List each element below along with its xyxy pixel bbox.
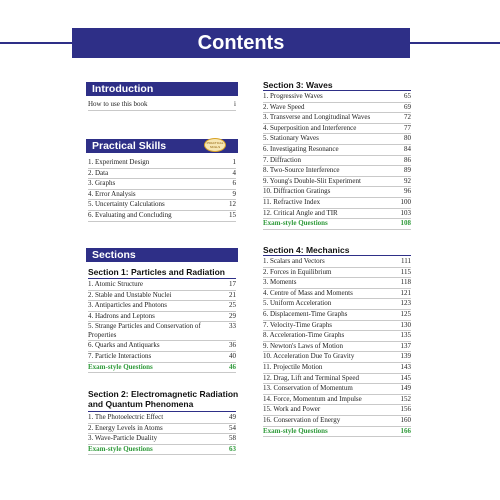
toc-row-label: 7. Velocity-Time Graphs [263,320,333,329]
toc-row [263,92,411,103]
toc-row-page: 12 [229,200,236,209]
practical-skills-heading: Practical Skills [86,139,238,153]
toc-row-label: 6. Investigating Resonance [263,144,339,153]
toc-row-page: 135 [400,331,411,340]
toc-row-page: 58 [229,434,236,443]
toc-row-page: 125 [400,309,411,318]
toc-row-page: 92 [404,176,411,185]
toc-row-page: 86 [404,155,411,164]
toc-row-page: 33 [229,322,236,331]
toc-row-label: 7. Particle Interactions [88,351,152,360]
toc-row-label: 2. Wave Speed [263,102,305,111]
toc-row-label: 1. Scalars and Vectors [263,257,325,265]
toc-row-page: 121 [400,288,411,297]
toc-row-page: 152 [400,394,411,403]
toc-row-label: Exam-style Questions [263,219,328,228]
toc-row [88,200,236,211]
toc-row-page: 139 [400,352,411,361]
toc-row [88,211,236,222]
toc-row-label: 8. Acceleration-Time Graphs [263,331,345,340]
section3-list [263,92,411,230]
toc-row [263,405,411,416]
toc-row [88,291,236,302]
section1-list [88,280,236,373]
toc-row-label: 10. Diffraction Gratings [263,187,331,196]
toc-row [263,209,411,220]
toc-row [88,158,236,169]
practical-skills-list [88,158,236,222]
toc-row [263,342,411,353]
toc-row-label: 5. Uniform Acceleration [263,299,332,308]
toc-row-label: Exam-style Questions [263,426,328,435]
toc-row-label: Exam-style Questions [88,444,153,453]
toc-row-label: 7. Diffraction [263,155,301,164]
toc-row-label: Exam-style Questions [88,362,153,371]
toc-row [263,321,411,332]
toc-row-page: 1 [232,158,236,166]
toc-row-page: 103 [400,208,411,217]
toc-row-page: 72 [404,113,411,122]
toc-row-page: i [234,100,236,108]
toc-row-label: How to use this book [88,100,148,108]
toc-row-label: 5. Strange Particles and Conservation of Properties [88,322,201,339]
toc-row-label: 2. Forces in Equilibrium [263,267,332,276]
toc-row [88,190,236,201]
toc-row [88,413,236,424]
toc-row [263,268,411,279]
section2-rule [88,411,236,412]
toc-row-page: 77 [404,123,411,132]
toc-row-label: 11. Refractive Index [263,197,321,206]
toc-row [263,310,411,321]
toc-row-page: 80 [404,134,411,143]
title-rule-left [0,42,72,44]
toc-row [88,434,236,445]
practical-skills-badge [204,138,226,152]
toc-row [263,187,411,198]
badge-text: PRACTICAL SKILLS [206,141,224,149]
toc-row-page: 21 [229,290,236,299]
section4-heading: Section 4: Mechanics [263,245,350,255]
toc-row [263,198,411,209]
toc-row-label: 6. Displacement-Time Graphs [263,309,348,318]
toc-row [263,278,411,289]
toc-row [263,363,411,374]
toc-row-label: 4. Error Analysis [88,189,136,198]
toc-row [263,134,411,145]
toc-row [263,177,411,188]
toc-row-page: 166 [400,426,411,435]
toc-row-page: 17 [229,280,236,288]
toc-row-page: 123 [400,299,411,308]
toc-row-page: 89 [404,166,411,175]
toc-row-label: 3. Graphs [88,179,116,188]
toc-row [88,100,236,111]
toc-row-label: 12. Drag, Lift and Terminal Speed [263,373,359,382]
toc-row-page: 149 [400,384,411,393]
toc-row [88,445,236,456]
toc-row-label: 9. Newton's Laws of Motion [263,341,344,350]
toc-row [263,395,411,406]
toc-row-label: 3. Antiparticles and Photons [88,301,167,310]
toc-row-page: 143 [400,362,411,371]
toc-row [263,299,411,310]
toc-row-page: 46 [229,362,236,371]
toc-row-label: 5. Uncertainty Calculations [88,200,165,209]
toc-row-label: 5. Stationary Waves [263,134,319,143]
toc-row-label: 16. Conservation of Energy [263,415,341,424]
toc-row-label: 6. Evaluating and Concluding [88,210,172,219]
toc-row [263,113,411,124]
toc-row [263,352,411,363]
toc-row [88,363,236,374]
toc-row-label: 6. Quarks and Antiquarks [88,341,160,350]
toc-row-page: 4 [232,168,236,177]
section3-heading: Section 3: Waves [263,80,333,90]
toc-row-page: 25 [229,301,236,310]
toc-row [263,219,411,230]
section1-rule [88,278,236,279]
toc-row-label: 1. Experiment Design [88,158,150,166]
toc-row [88,341,236,352]
toc-row [88,424,236,435]
toc-row-page: 63 [229,444,236,453]
toc-row [263,374,411,385]
section1-heading: Section 1: Particles and Radiation [88,267,225,277]
toc-row-page: 100 [400,197,411,206]
toc-row-label: 2. Data [88,168,109,177]
toc-row-label: 1. Atomic Structure [88,280,144,288]
section2-heading: Section 2: Electromagnetic Radiation and Quantum Phenomena [88,389,239,409]
toc-row-page: 40 [229,351,236,360]
toc-row-label: 2. Energy Levels in Atoms [88,423,163,432]
toc-row-label: 3. Moments [263,278,297,287]
toc-row-page: 15 [229,210,236,219]
toc-row-label: 1. Progressive Waves [263,92,323,100]
toc-row [263,331,411,342]
toc-row [263,289,411,300]
toc-row [263,384,411,395]
toc-row-page: 69 [404,102,411,111]
toc-row-label: 4. Superposition and Interference [263,123,357,132]
toc-row-label: 1. The Photoelectric Effect [88,413,164,421]
toc-row-label: 12. Critical Angle and TIR [263,208,338,217]
toc-row-label: 3. Wave-Particle Duality [88,434,158,443]
toc-row [263,166,411,177]
toc-row-label: 3. Transverse and Longitudinal Waves [263,113,371,122]
toc-row-label: 14. Force, Momentum and Impulse [263,394,362,403]
toc-row [88,169,236,180]
toc-row-page: 145 [400,373,411,382]
toc-row [88,352,236,363]
toc-row-label: 11. Projectile Motion [263,362,323,371]
page-title: Contents [72,28,410,58]
toc-row [263,145,411,156]
toc-row-page: 160 [400,415,411,424]
toc-row-page: 29 [229,311,236,320]
sections-heading: Sections [86,248,238,262]
toc-row [263,257,411,268]
toc-row [88,280,236,291]
toc-row-label: 15. Work and Power [263,405,321,414]
toc-row [263,156,411,167]
section2-list [88,413,236,455]
toc-row-page: 96 [404,187,411,196]
toc-row-label: 13. Conservation of Momentum [263,384,353,393]
toc-row [88,312,236,323]
toc-row-page: 9 [232,189,236,198]
toc-row-page: 118 [400,278,411,287]
toc-row [88,179,236,190]
toc-row-page: 108 [400,219,411,228]
introduction-heading: Introduction [86,82,238,96]
toc-row-page: 115 [400,267,411,276]
toc-row-page: 36 [229,341,236,350]
section4-list [263,257,411,437]
toc-row [263,427,411,438]
toc-row-page: 111 [401,257,411,265]
toc-row [263,416,411,427]
toc-row-label: 2. Stable and Unstable Nuclei [88,290,172,299]
introduction-list [88,100,236,111]
toc-row-page: 65 [404,92,411,100]
toc-row [88,301,236,312]
toc-row-page: 137 [400,341,411,350]
toc-row-label: 9. Young's Double-Slit Experiment [263,176,361,185]
toc-row-label: 4. Centre of Mass and Moments [263,288,353,297]
toc-row-page: 54 [229,423,236,432]
toc-row-page: 156 [400,405,411,414]
toc-row-label: 10. Acceleration Due To Gravity [263,352,355,361]
toc-row [88,322,236,341]
toc-row-label: 4. Hadrons and Leptons [88,311,155,320]
title-rule-right [410,42,500,44]
toc-row-page: 49 [229,413,236,421]
section4-rule [263,255,411,256]
toc-row [263,124,411,135]
toc-row-page: 6 [232,179,236,188]
section3-rule [263,90,411,91]
toc-row [263,103,411,114]
toc-row-page: 130 [400,320,411,329]
toc-row-label: 8. Two-Source Interference [263,166,340,175]
toc-row-page: 84 [404,144,411,153]
